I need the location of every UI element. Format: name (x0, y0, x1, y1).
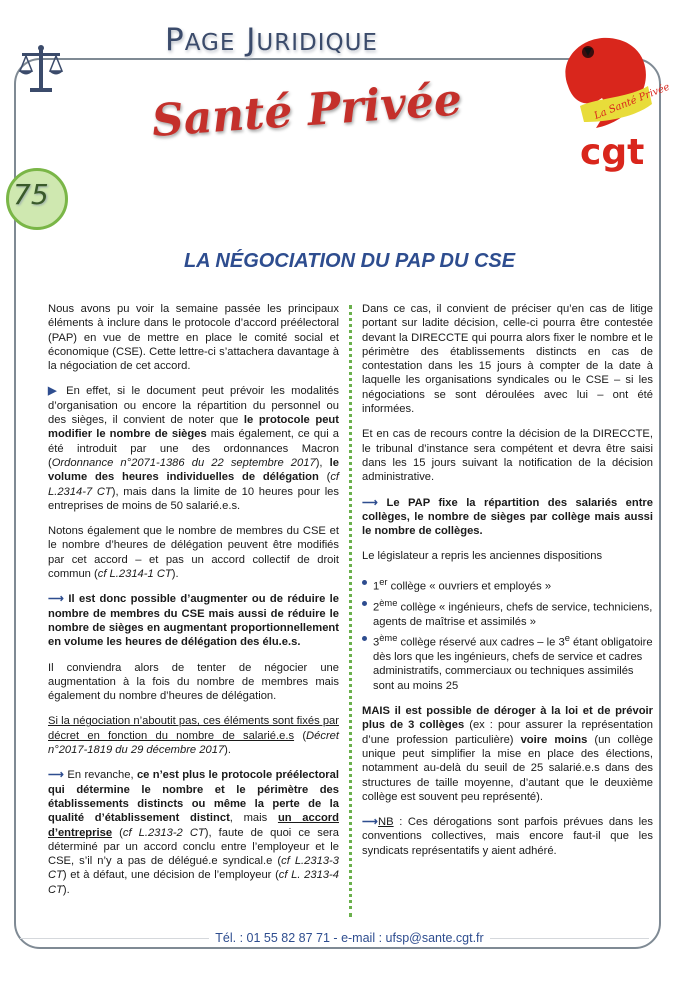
logo-text: cgt (580, 132, 645, 173)
paragraph: ⟶ Le PAP fixe la répartition des salariés entre collèges, le nombre de sièges par collège mais aussi le nombre de collèges. (362, 496, 653, 538)
logo-ribbon-text: La Santé Privée (592, 81, 672, 122)
list-item: 3ème collège réservé aux cadres – le 3e étant obligatoire dès lors que les ingénieurs, chefs de service et cadres administratifs, commerciaux ou techniques assimilés sont au moins 25 (362, 631, 653, 693)
paragraph: ⟶NB : Ces dérogations sont parfois prévues dans les conventions collectives, mais encore faut-il que les syndicats représentatifs y aient adhéré. (362, 816, 653, 857)
college-list (362, 575, 653, 693)
paragraph: Le législateur a repris les anciennes dispositions (362, 550, 603, 563)
paragraph: Il conviendra alors de tenter de négocier une augmentation à la fois du nombre de membres mais également du nombre d’heures de délégation. (48, 661, 339, 703)
bullet-marker-icon: ▶ (48, 385, 60, 398)
article-title: LA NÉGOCIATION DU PAP DU CSE (183, 250, 516, 272)
column-divider (349, 305, 352, 917)
paragraph: Et en cas de recours contre la décision de la DIRECCTE, le tribunal d’instance sera compétent et devra être saisi dans les 15 jours suivant la notification de la décision administrative. (362, 428, 653, 484)
subtitle: Santé Privée (150, 74, 464, 147)
paragraph: Si la négociation n’aboutit pas, ces éléments sont fixés par décret en fonction du nombre de salarié.e.s (Décret n°2017-1819 du 29 décembre 2017). (48, 715, 339, 757)
paragraph: ⟶ Il est donc possible d’augmenter ou de réduire le nombre de membres du CSE mais aussi de réduire le nombre de sièges en augmentant proportionnellement en volume les heures de délégation des élu.e.s. (48, 593, 339, 649)
list-item: 1er collège « ouvriers et employés » (362, 575, 653, 594)
paragraph: Nous avons pu voir la semaine passée les principaux éléments à inclure dans le protocole d’accord préélectoral (PAP) en vue de mettre en place le comité social et économique (CSE). Cette lettre-ci s’attachera davantage à la négociation de cet accord. (48, 303, 339, 373)
paragraph: ⟶ En revanche, ce n’est plus le protocole préélectoral qui détermine le nombre et le périmètre des établissements distincts ou même la perte de la qualité d’établissement distinct, mais un accord d’entreprise (cf L.2313-2 CT), faute de quoi ce sera déterminé par un accord conclu entre l’employeur et le CSE, s’il n’y a pas de délégué.e syndical.e (cf L.2313-3 CT) et à défaut, une décision de l’employeur (cf L. 2313-4 CT). (48, 769, 339, 896)
issue-number: 75 (13, 178, 49, 211)
right-column (362, 302, 653, 869)
arrow-right-icon: ⟶ (48, 593, 65, 606)
footer-contact: Tél. : 01 55 82 87 71 - e-mail : ufsp@sante.cgt.fr (0, 931, 699, 945)
arrow-right-icon: ⟶ (362, 496, 379, 509)
page-title: PAGE JURIDIQUE (165, 22, 378, 58)
paragraph: MAIS il est possible de déroger à la loi et de prévoir plus de 3 collèges (ex : pour assurer la représentation d’une profession particulière) voire moins (un collège unique peut simplifier la mise en place des élections, notamment au-delà du seuil de 25 salarié.e.s dans des structures de taille moyenne, d’autant que le deuxième collège est souvent peu représenté). (362, 705, 653, 803)
paragraph: ▶ En effet, si le document peut prévoir les modalités d’organisation ou encore la répartition du personnel ou des sièges, il convient de noter que le protocole peut modifier le nombre de sièges mais également, ce qui a été introduit par une des ordonnances Macron (Ordonnance n°2071-1386 du 22 septembre 2017), le volume des heures individuelles de délégation (cf L.2314-7 CT), mais dans la limite de 10 heures pour les entreprises de moins de 50 salarié.e.s. (48, 385, 340, 512)
list-item: 2ème collège « ingénieurs, chefs de service, techniciens, agents de maîtrise et assimilés » (362, 596, 653, 629)
left-column (48, 302, 339, 908)
paragraph: Dans ce cas, il convient de préciser qu’en cas de litige portant sur ladite décision, celle-ci pourra être contestée devant la DIRECCTE qui pourra alors fixer le nombre et le périmètre des établissements distincts en cas de contestation dans les 15 jours à compter de la date à laquelle les organisations syndicales ou le CSE – si les négociations se sont déroulées avec lui – ont été informées. (362, 303, 653, 416)
paragraph: Notons également que le nombre de membres du CSE et le nombre d’heures de délégation peuvent être modifiés par cet accord – et pas un accord collectif de droit commun (cf L.2314-1 CT). (48, 525, 339, 581)
cgt-dove-logo (548, 26, 672, 173)
arrow-right-icon: ⟶ (48, 769, 65, 782)
arrow-right-icon: ⟶ (362, 816, 379, 829)
balance-scale-icon (18, 44, 64, 96)
